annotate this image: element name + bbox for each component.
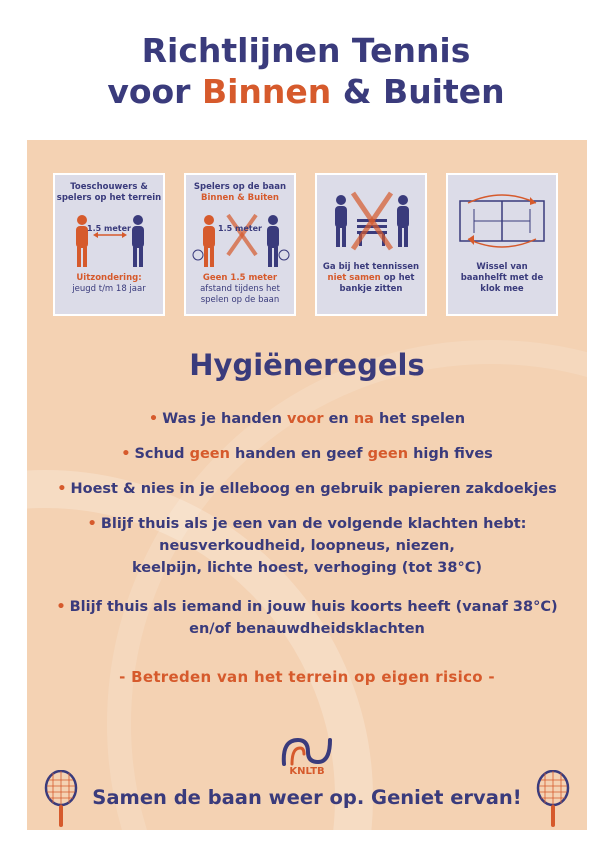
rule-text: Was je handen (162, 411, 288, 427)
rule-line (27, 596, 587, 618)
card-note: Ga bij het tennissen (322, 262, 420, 272)
card-note: afstand tijdens het spelen op de baan (200, 284, 280, 305)
bullet: • (87, 516, 97, 532)
content-panel (27, 140, 587, 830)
bench-crossed-icon (317, 191, 425, 261)
rule-wash-hands (27, 408, 587, 430)
rule-text: handen en geef (229, 446, 368, 462)
page-title (0, 30, 612, 112)
risk-notice: - Betreden van het terrein op eigen risico - (119, 668, 495, 686)
title-line-1: Richtlijnen Tennis (141, 31, 471, 70)
card-title-accent: Binnen & Buiten (201, 193, 279, 203)
card-note-accent: Uitzondering: (76, 273, 142, 283)
rule-cough-sneeze (27, 478, 587, 500)
card-players (184, 173, 296, 316)
distance-label: 1.5 meter (87, 224, 131, 233)
slogan: Samen de baan weer op. Geniet ervan! (92, 786, 522, 809)
rule-line: keelpijn, lichte hoest, verhoging (tot 38°C) (131, 560, 483, 576)
card-note: Wissel van baanhelft met de klok mee (460, 262, 544, 294)
title-line-2 (0, 71, 612, 112)
bullet: • (57, 481, 67, 497)
card-note-accent: niet samen (327, 273, 381, 283)
players-crossed-icon (186, 211, 294, 271)
rule-no-handshakes (27, 443, 587, 465)
rule-text: Hoest & nies in je elleboog en gebruik papieren zakdoekjes (70, 481, 557, 497)
card-title: Spelers op de baan (193, 182, 287, 192)
card-spectators (53, 173, 165, 316)
bullet: • (121, 446, 131, 462)
hygiene-heading: Hygiëneregels (189, 348, 425, 382)
title-line-2-post: & Buiten (331, 72, 505, 111)
knltb-logo-icon (278, 734, 336, 768)
logo-text: KNLTB (289, 766, 325, 777)
title-line-2-pre: voor (107, 72, 202, 111)
rule-accent: geen (189, 446, 230, 462)
rule-line (27, 513, 587, 535)
rule-stay-home-symptoms (27, 513, 587, 579)
rule-text: Blijf thuis als je een van de volgende klachten hebt: (100, 516, 527, 532)
rule-text: Blijf thuis als iemand in jouw huis koorts heeft (vanaf 38°C) (69, 599, 558, 615)
card-note-post: op het bankje zitten (339, 273, 415, 294)
rule-text: high fives (408, 446, 493, 462)
bullet: • (56, 599, 66, 615)
bullet: • (148, 411, 159, 427)
card-title: Toeschouwers & spelers op het terrein (56, 182, 162, 203)
rule-accent: na (353, 411, 374, 427)
card-note: jeugd t/m 18 jaar (72, 284, 146, 294)
rule-line: neusverkoudheid, loopneus, niezen, (159, 538, 455, 554)
court-rotation-icon (448, 193, 556, 253)
rule-text: Schud (134, 446, 190, 462)
rule-text: en (323, 411, 354, 427)
distance-figures-icon (55, 211, 163, 271)
title-accent: Binnen (201, 72, 332, 111)
rule-accent: voor (287, 411, 324, 427)
rule-text: het spelen (373, 411, 466, 427)
card-note-accent: Geen 1.5 meter (202, 273, 278, 283)
rule-accent: geen (367, 446, 409, 462)
card-switch-sides (446, 173, 558, 316)
rule-stay-home-fever (27, 596, 587, 640)
rule-line: en/of benauwdheidsklachten (189, 621, 425, 637)
distance-label: 1.5 meter (218, 224, 262, 233)
card-note-2 (317, 273, 425, 295)
card-bench (315, 173, 427, 316)
